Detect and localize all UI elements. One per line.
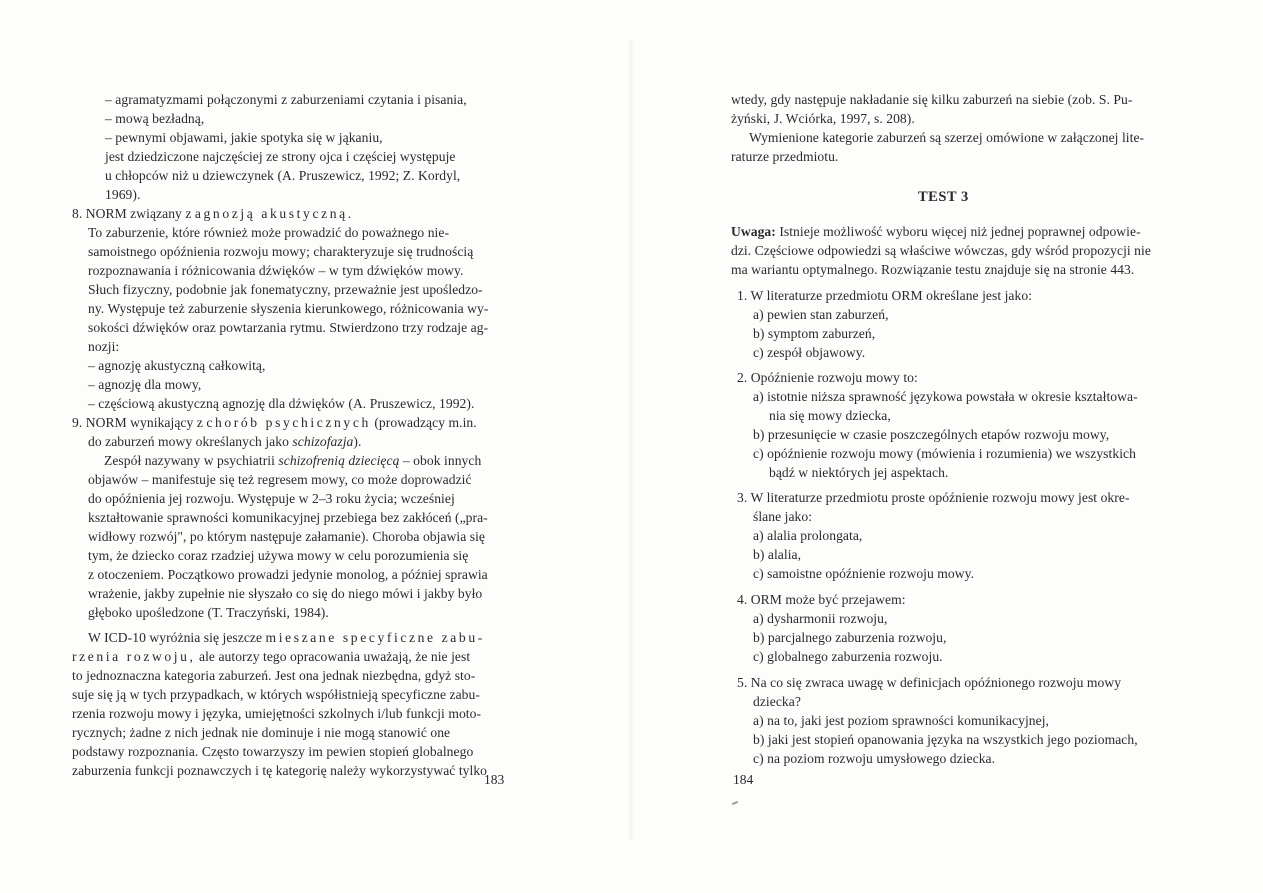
answer-option: a) dysharmonii rozwoju,	[753, 611, 888, 626]
scan-speck	[732, 801, 738, 805]
text-line: – agnozję akustyczną całkowitą,	[88, 358, 266, 373]
answer-option: a) alalia prolongata,	[753, 528, 863, 543]
question-4: 4. ORM może być przejawem:	[737, 592, 906, 607]
question-5: 5. Na co się zwraca uwagę w definicjach opóźnionego rozwoju mowy	[737, 675, 1122, 690]
note-line: ma wariantu optymalnego. Rozwiązanie testu znajduje się na stronie 443.	[731, 262, 1135, 277]
answer-option: b) alalia,	[753, 547, 802, 562]
italic-term: schizofazja	[292, 434, 354, 449]
text-line: samoistnego opóźnienia rozwoju mowy; charakteryzuje się trudnością	[88, 244, 474, 259]
question-1: 1. W literaturze przedmiotu ORM określane jest jako:	[737, 288, 1033, 303]
text-line: z otoczeniem. Początkowo prowadzi jedynie monolog, a później sprawia	[88, 567, 488, 582]
text-span: (prowadzący m.in.	[374, 415, 477, 430]
text-line: rycznych; żadne z nich jednak nie dominuje i nie mogą stanowić one	[72, 725, 451, 740]
answer-option: c) globalnego zaburzenia rozwoju.	[753, 649, 943, 664]
text-line: raturze przedmiotu.	[731, 149, 839, 164]
text-line	[88, 628, 485, 647]
text-line: głęboko upośledzone (T. Traczyński, 1984).	[88, 605, 329, 620]
note-line	[731, 222, 1141, 241]
question-3-cont: ślane jako:	[753, 509, 813, 524]
spaced-term: chorób psychicznych	[206, 415, 371, 430]
text-line: – mową bezładną,	[105, 111, 205, 126]
text-span: W ICD-10 wyróżnia się jeszcze	[88, 630, 263, 645]
text-line: – pewnymi objawami, jakie spotyka się w jąkaniu,	[105, 130, 383, 145]
answer-option: bądź w niektórych jej aspektach.	[769, 465, 949, 480]
left-page	[0, 0, 631, 893]
text-line: rzenia rozwoju mowy i języka, umiejętności szkolnych i/lub funkcji moto-	[72, 706, 482, 721]
answer-option: b) parcjalnego zaburzenia rozwoju,	[753, 630, 947, 645]
answer-option: b) symptom zaburzeń,	[753, 326, 876, 341]
spaced-term: rzenia rozwoju,	[72, 649, 196, 664]
spaced-term: agnozją akustyczną.	[194, 206, 354, 221]
text-line	[88, 432, 361, 451]
text-line: kształtowanie sprawności komunikacyjnej przebiega bez zakłóceń („pra-	[88, 510, 488, 525]
text-line: to jednoznaczna kategoria zaburzeń. Jest ona jednak niezbędna, gdyż sto-	[72, 668, 476, 683]
text-line: rozpoznawania i różnicowania dźwięków – w tym dźwięków mowy.	[88, 263, 464, 278]
page-number: 184	[733, 772, 754, 787]
text-span: – obok innych	[402, 453, 482, 468]
question-3: 3. W literaturze przedmiotu proste opóźnienie rozwoju mowy jest okre-	[737, 490, 1130, 505]
answer-option: c) samoistne opóźnienie rozwoju mowy.	[753, 566, 975, 581]
text-line: jest dziedziczone najczęściej ze strony ojca i częściej występuje	[105, 149, 456, 164]
note-label: Uwaga:	[731, 224, 776, 239]
text-line: nozji:	[88, 339, 120, 354]
list-item-8	[72, 204, 354, 223]
text-line: podstawy rozpoznania. Często towarzyszy im pewien stopień globalnego	[72, 744, 474, 759]
answer-option: a) istotnie niższa sprawność językowa powstała w okresie kształtowa-	[753, 389, 1138, 404]
text-line: – częściową akustyczną agnozję dla dźwięków (A. Pruszewicz, 1992).	[88, 396, 475, 411]
text-line: sokości dźwięków oraz powtarzania rytmu. Stwierdzono trzy rodzaje ag-	[88, 320, 489, 335]
text-line: tym, że dziecko coraz rzadziej używa mowy w celu porozumienia się	[88, 548, 469, 563]
italic-term: schizofrenią dziecięcą	[278, 453, 400, 468]
answer-option: c) opóźnienie rozwoju mowy (mówienia i rozumienia) we wszystkich	[753, 446, 1136, 461]
text-line: objawów – manifestuje się też regresem mowy, co może doprowadzić	[88, 472, 472, 487]
answer-option: b) przesunięcie w czasie poszczególnych etapów rozwoju mowy,	[753, 427, 1110, 442]
text-line	[104, 451, 481, 470]
text-span: 8. NORM związany z	[72, 206, 192, 221]
text-span: Istnieje możliwość wyboru więcej niż jednej poprawnej odpowie-	[779, 224, 1141, 239]
answer-option: c) na poziom rozwoju umysłowego dziecka.	[753, 751, 996, 766]
answer-option: nia się mowy dziecka,	[769, 408, 891, 423]
answer-option: a) na to, jaki jest poziom sprawności komunikacyjnej,	[753, 713, 1049, 728]
text-line: Słuch fizyczny, podobnie jak fonematyczny, przeważnie jest upośledzo-	[88, 282, 483, 297]
answer-option: a) pewien stan zaburzeń,	[753, 307, 889, 322]
note-line: dzi. Częściowe odpowiedzi są właściwe wówczas, gdy wśród propozycji nie	[731, 243, 1151, 258]
text-line: ny. Występuje też zaburzenie słyszenia kierunkowego, różnicowania wy-	[88, 301, 489, 316]
text-span: Zespół nazywany w psychiatrii	[104, 453, 275, 468]
text-line: do opóźnienia jej rozwoju. Występuje w 2–3 roku życia; wcześniej	[88, 491, 455, 506]
text-line: zaburzenia funkcji poznawczych i tę kategorię należy wykorzystywać tylko	[72, 763, 488, 778]
text-span: ).	[353, 434, 362, 449]
text-line: To zaburzenie, które również może prowadzić do poważnego nie-	[88, 225, 450, 240]
text-span: 9. NORM wynikający z	[72, 415, 203, 430]
text-line: Wymienione kategorie zaburzeń są szerzej omówione w załączonej lite-	[749, 130, 1145, 145]
spaced-term: mieszane specyficzne zabu-	[265, 630, 485, 645]
question-2: 2. Opóźnienie rozwoju mowy to:	[737, 370, 918, 385]
text-line: wtedy, gdy następuje nakładanie się kilku zaburzeń na siebie (zob. S. Pu-	[731, 92, 1133, 107]
text-span: ale autorzy tego opracowania uważają, że nie jest	[199, 649, 471, 664]
text-span: do zaburzeń mowy określanych jako	[88, 434, 289, 449]
text-line: żyński, J. Wciórka, 1997, s. 208).	[731, 111, 915, 126]
question-5-cont: dziecka?	[753, 694, 801, 709]
text-line	[72, 647, 470, 666]
text-line: – agramatyzmami połączonymi z zaburzeniami czytania i pisania,	[105, 92, 467, 107]
page-number: 183	[484, 772, 505, 787]
text-line: 1969).	[105, 187, 141, 202]
text-line: – agnozję dla mowy,	[88, 377, 202, 392]
answer-option: c) zespół objawowy.	[753, 345, 866, 360]
text-line: suje się ją w tych przypadkach, w których współistnieją specyficzne zabu-	[72, 687, 480, 702]
text-line: u chłopców niż u dziewczynek (A. Pruszewicz, 1992; Z. Kordyl,	[105, 168, 461, 183]
test-title: TEST 3	[918, 189, 969, 205]
right-page	[631, 0, 1263, 893]
text-line: widłowy rozwój", po którym następuje załamanie). Choroba objawia się	[88, 529, 486, 544]
list-item-9	[72, 413, 477, 432]
text-line: wrażenie, jakby zupełnie nie słyszało co się do niego mówi i jakby było	[88, 586, 483, 601]
answer-option: b) jaki jest stopień opanowania języka na wszystkich jego poziomach,	[753, 732, 1138, 747]
